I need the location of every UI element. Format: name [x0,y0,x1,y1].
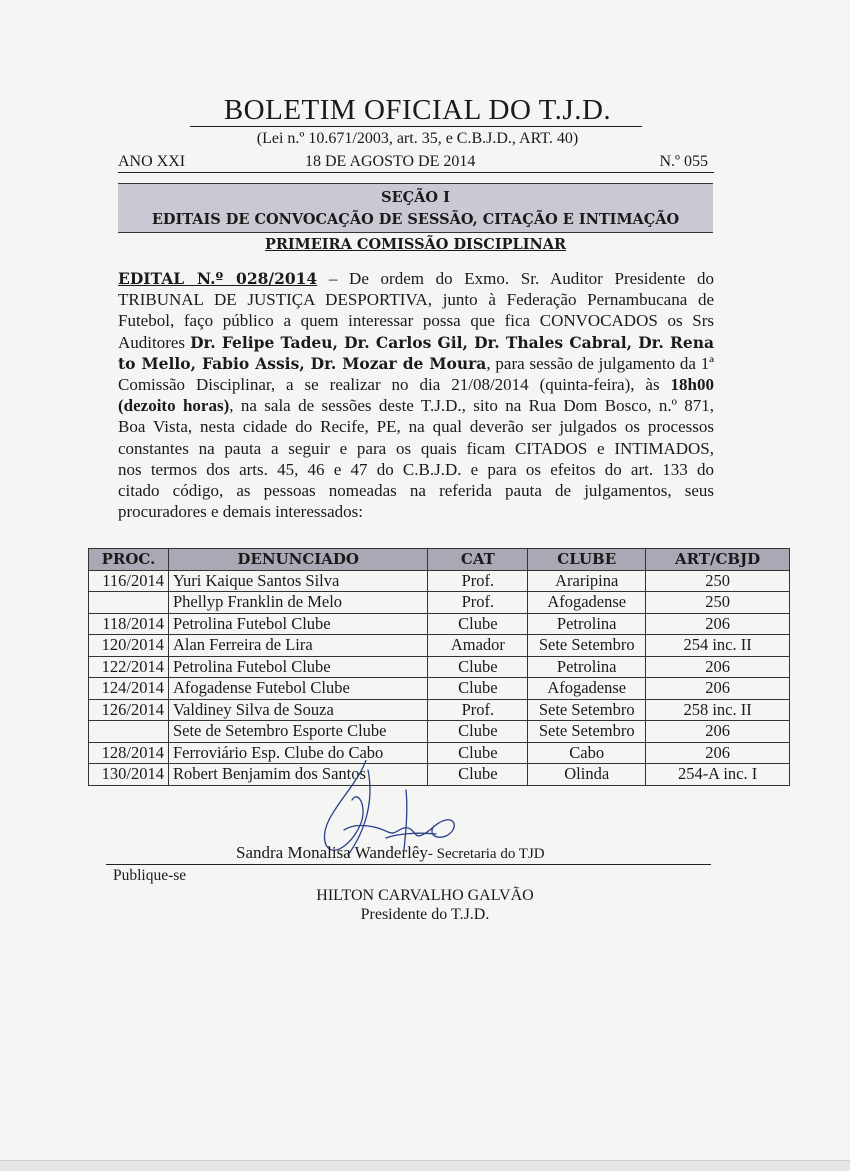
president-name: HILTON CARVALHO GALVÃO [316,887,534,904]
cell-denunciado: Sete de Setembro Esporte Clube [168,721,427,743]
cell-cat: Prof. [428,592,528,614]
cell-art: 250 [646,570,790,592]
header-art: ART/CBJD [646,549,790,571]
table-row [89,721,790,743]
header-cat: CAT [428,549,528,571]
cell-clube: Petrolina [528,656,646,678]
edital-line: Comissão Disciplinar, a se realizar no dia 21/08/2014 (quinta-feira), às 18h00 [118,375,714,395]
edital-number: EDITAL N.º 028/2014 [118,269,318,288]
edital-line: Futebol, faço público a quem interessar possa que fica CONVOCADOS os Srs [118,311,714,331]
edital-line: constantes na pauta a seguir e para os quais ficam CITADOS e INTIMADOS, [118,438,714,458]
table-row [89,635,790,657]
edital-line: citado código, as pessoas nomeadas na referida pauta de julgamentos, seus [118,481,714,501]
cell-clube: Sete Setembro [528,635,646,657]
secretary-name: Sandra Monalisa Wanderlêy [236,843,428,862]
issue-info-row [118,153,714,173]
edital-line: EDITAL N.º 028/2014 – De ordem do Exmo. Sr. Auditor Presidente do [118,269,714,288]
table-row [89,613,790,635]
table-row [89,678,790,700]
cell-art: 206 [646,678,790,700]
edital-line: Auditores Dr. Felipe Tadeu, Dr. Carlos Gil, Dr. Thales Cabral, Dr. Rena [118,332,715,352]
cell-cat: Clube [428,678,528,700]
table-row [89,656,790,678]
cell-denunciado: Afogadense Futebol Clube [168,678,427,700]
session-time: 18h00 [670,375,714,395]
cell-art: 206 [646,656,790,678]
cell-denunciado: Yuri Kaique Santos Silva [168,570,427,592]
table-row [89,592,790,614]
issue-number: N.º 055 [659,153,708,170]
cell-clube: Afogadense [528,678,646,700]
cell-art: 206 [646,721,790,743]
judgment-schedule-table [88,548,790,786]
cell-denunciado: Phellyp Franklin de Melo [168,592,427,614]
cell-art: 206 [646,742,790,764]
cell-proc: 118/2014 [89,613,169,635]
cell-clube: Olinda [528,764,646,786]
section-subtitle: EDITAIS DE CONVOCAÇÃO DE SESSÃO, CITAÇÃO E INTIMAÇÃO [151,211,680,228]
section-title: SEÇÃO I [381,189,450,206]
cell-cat: Amador [428,635,528,657]
edital-line: Boa Vista, nesta cidade do Recife, PE, na qual deverão ser julgados os processos [118,417,714,437]
cell-denunciado: Petrolina Futebol Clube [168,613,427,635]
edital-line: (dezoito horas), na sala de sessões deste T.J.D., sito na Rua Dom Bosco, n.º 871, [118,396,714,416]
cell-proc: 120/2014 [89,635,169,657]
cell-cat: Clube [428,721,528,743]
table-header-row [89,549,790,571]
cell-denunciado: Valdiney Silva de Souza [168,699,427,721]
cell-clube: Araripina [528,570,646,592]
cell-denunciado: Ferroviário Esp. Clube do Cabo [168,742,427,764]
table-row [89,699,790,721]
edital-line: to Mello, Fabio Assis, Dr. Mozar de Moura, para sessão de julgamento da 1ª [118,353,714,373]
cell-art: 206 [646,613,790,635]
cell-art: 254-A inc. I [646,764,790,786]
cell-proc: 124/2014 [89,678,169,700]
secretary-signature-line [236,843,545,863]
table-row [89,570,790,592]
cell-proc [89,721,169,743]
cell-denunciado: Alan Ferreira de Lira [168,635,427,657]
header-proc: PROC. [89,549,169,571]
session-time-words: (dezoito horas) [118,396,230,416]
cell-proc: 116/2014 [89,570,169,592]
signature-rule [106,864,711,865]
header-denunciado: DENUNCIADO [168,549,427,571]
title-underline [190,126,642,127]
cell-denunciado: Robert Benjamim dos Santos [168,764,427,786]
issue-date: 18 DE AGOSTO DE 2014 [305,153,476,170]
cell-cat: Clube [428,742,528,764]
issue-year: ANO XXI [118,153,186,170]
cell-cat: Clube [428,613,528,635]
cell-cat: Prof. [428,570,528,592]
cell-proc: 122/2014 [89,656,169,678]
edital-body [118,268,714,522]
cell-proc: 126/2014 [89,699,169,721]
law-reference: (Lei n.º 10.671/2003, art. 35, e C.B.J.D., ART. 40) [256,130,579,147]
cell-art: 254 inc. II [646,635,790,657]
cell-clube: Petrolina [528,613,646,635]
cell-clube: Afogadense [528,592,646,614]
cell-clube: Cabo [528,742,646,764]
publique-se-label: Publique-se [113,867,187,884]
bulletin-title: BOLETIM OFICIAL DO T.J.D. [223,94,612,126]
cell-clube: Sete Setembro [528,721,646,743]
commission-title: PRIMEIRA COMISSÃO DISCIPLINAR [264,236,567,253]
auditors-names: Dr. Felipe Tadeu, Dr. Carlos Gil, Dr. Thales Cabral, Dr. Rena [190,332,715,352]
auditors-names-cont: to Mello, Fabio Assis, Dr. Mozar de Moura [118,353,487,373]
issue-info-rule [118,172,714,173]
header-clube: CLUBE [528,549,646,571]
cell-art: 258 inc. II [646,699,790,721]
secretary-role: - Secretaria do TJD [427,846,545,862]
cell-art: 250 [646,592,790,614]
cell-proc: 128/2014 [89,742,169,764]
cell-proc [89,592,169,614]
cell-cat: Clube [428,656,528,678]
president-role: Presidente do T.J.D. [360,906,490,923]
edital-line: procuradores e demais interessados: [118,502,363,522]
cell-proc: 130/2014 [89,764,169,786]
page-bottom-edge [0,1160,850,1171]
cell-clube: Sete Setembro [528,699,646,721]
cell-cat: Clube [428,764,528,786]
cell-cat: Prof. [428,699,528,721]
edital-line: nos termos dos arts. 45, 46 e 47 do C.B.J.D. e para os efeitos do art. 133 do [118,459,714,479]
cell-denunciado: Petrolina Futebol Clube [168,656,427,678]
edital-line: TRIBUNAL DE JUSTIÇA DESPORTIVA, junto à Federação Pernambucana de [118,290,714,310]
